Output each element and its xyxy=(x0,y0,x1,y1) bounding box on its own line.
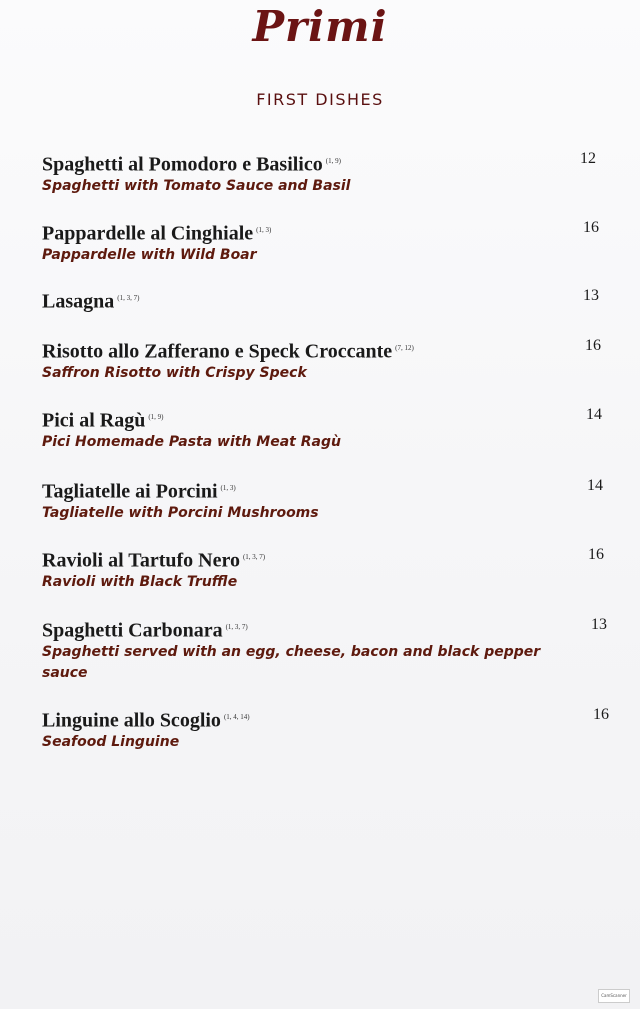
menu-item-description: Seafood Linguine xyxy=(42,733,180,750)
allergen-codes: (1, 3) xyxy=(220,484,236,492)
dish-name: Lasagna xyxy=(42,290,115,313)
allergen-codes: (7, 12) xyxy=(395,344,414,352)
camscanner-watermark xyxy=(598,989,630,1003)
dish-name: Pici al Ragù xyxy=(42,409,146,432)
menu-item xyxy=(42,616,607,684)
allergen-codes: (1, 4, 14) xyxy=(223,713,250,721)
menu-item-name xyxy=(42,287,602,313)
menu-item-price: 13 xyxy=(591,616,607,633)
allergen-codes: (1, 9) xyxy=(148,413,164,421)
menu-item-description: Pappardelle with Wild Boar xyxy=(42,246,257,263)
menu-item-price: 14 xyxy=(586,406,602,423)
menu-item xyxy=(42,477,602,524)
dish-name: Risotto allo Zafferano e Speck Croccante xyxy=(42,340,393,363)
camscanner-label: CamScanner xyxy=(601,993,627,998)
menu-item-name xyxy=(42,337,602,363)
menu-item xyxy=(42,287,602,313)
menu-item xyxy=(42,219,602,266)
menu-item xyxy=(42,546,602,593)
dish-name: Linguine allo Scoglio xyxy=(42,709,221,732)
menu-item xyxy=(42,706,609,753)
menu-item-name xyxy=(42,150,602,176)
menu-item-description: Saffron Risotto with Crispy Speck xyxy=(42,364,307,381)
dish-name: Tagliatelle ai Porcini xyxy=(42,480,218,503)
menu-item-price: 16 xyxy=(583,219,599,236)
menu-item-description: Spaghetti with Tomato Sauce and Basil xyxy=(42,177,351,194)
allergen-codes: (1, 3) xyxy=(256,226,272,234)
dish-name: Spaghetti Carbonara xyxy=(42,619,223,642)
page-subtitle: FIRST DISHES xyxy=(256,90,384,109)
menu-item-name xyxy=(42,706,602,732)
menu-item xyxy=(42,406,602,453)
menu-item-description: Ravioli with Black Truffle xyxy=(42,573,238,590)
dish-name: Pappardelle al Cinghiale xyxy=(42,222,254,245)
menu-item-name xyxy=(42,219,602,245)
menu-item-price: 14 xyxy=(587,477,603,494)
dish-name: Spaghetti al Pomodoro e Basilico xyxy=(42,153,323,176)
menu-item-price: 16 xyxy=(593,706,609,723)
menu-item-price: 12 xyxy=(580,150,596,167)
menu-item-name xyxy=(42,477,602,503)
menu-item xyxy=(42,150,602,197)
allergen-codes: (1, 9) xyxy=(325,157,341,165)
menu-item-description: Tagliatelle with Porcini Mushrooms xyxy=(42,504,319,521)
menu-item-price: 16 xyxy=(588,546,604,563)
menu-item-name xyxy=(42,546,602,572)
menu-item-description: Spaghetti served with an egg, cheese, bacon and black pepper sauce xyxy=(42,643,541,681)
dish-name: Ravioli al Tartufo Nero xyxy=(42,549,240,572)
menu-item-description: Pici Homemade Pasta with Meat Ragù xyxy=(42,433,341,450)
allergen-codes: (1, 3, 7) xyxy=(225,623,248,631)
menu-item-price: 16 xyxy=(585,337,601,354)
menu-item-price: 13 xyxy=(583,287,599,304)
menu-item-name xyxy=(42,406,602,432)
page-title: Primi xyxy=(252,2,388,51)
menu-item-name xyxy=(42,616,602,642)
menu-item xyxy=(42,337,602,384)
allergen-codes: (1, 3, 7) xyxy=(242,553,266,561)
allergen-codes: (1, 3, 7) xyxy=(117,294,140,302)
